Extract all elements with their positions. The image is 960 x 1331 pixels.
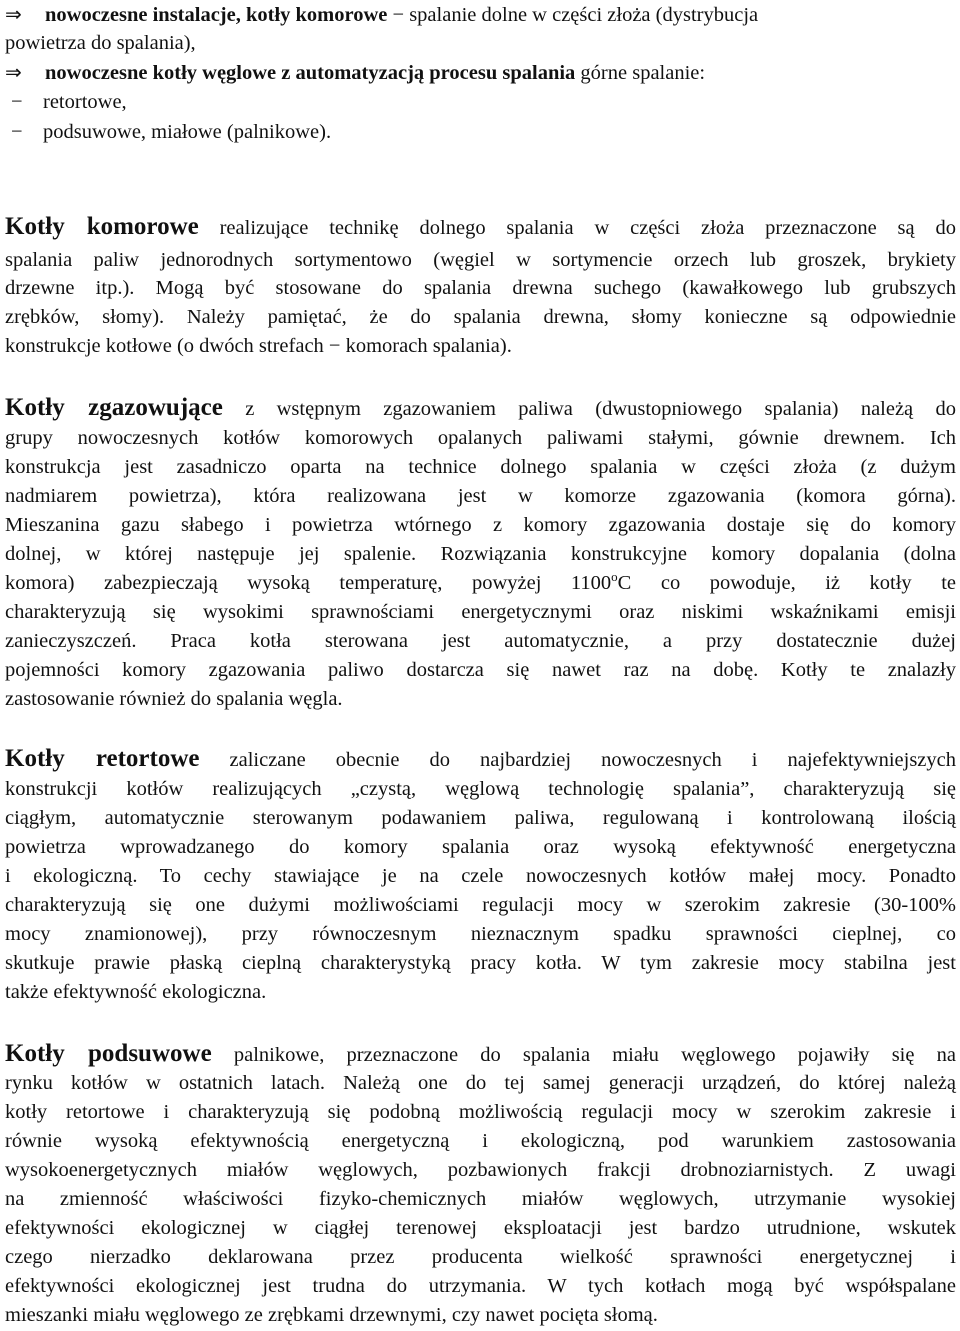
paragraph-line: charakteryzują się one dużymi możliwościami regulacji mocy w szerokim zakresie (30-100% bbox=[5, 894, 956, 916]
paragraph-text: realizujące technikę dolnego spalania w części złoża przeznaczone są do bbox=[198, 217, 956, 239]
dash-icon: − bbox=[11, 91, 23, 113]
paragraph-line bbox=[5, 1039, 956, 1070]
paragraph-line: także efektywność ekologiczna. bbox=[5, 981, 267, 1003]
sub-list-item-text: podsuwowe, miałowe (palnikowe). bbox=[43, 121, 332, 143]
paragraph-line: pojemności komory zgazowania paliwo dostarcza się nawet raz na dobę. Kotły te znalazły bbox=[5, 659, 956, 681]
list-item-text: górne spalanie: bbox=[575, 62, 706, 84]
paragraph-line: Mieszanina gazu słabego i powietrza wtórnego z komory zgazowania dostaje się do komory bbox=[5, 514, 956, 536]
paragraph-line: rynku kotłów w ostatnich latach. Należą one do tej samej generacji urządzeń, do której należą bbox=[5, 1072, 956, 1094]
paragraph-text: z wstępnym zgazowaniem paliwa (dwustopniowego spalania) należą do bbox=[222, 398, 956, 420]
paragraph-line: i ekologiczną. To cechy stawiające je na czele nowoczesnych kotłów małej mocy. Ponadto bbox=[5, 865, 956, 887]
list-item-bold: nowoczesne kotły węglowe z automatyzacją procesu spalania bbox=[45, 62, 576, 84]
sub-list-item-text: retortowe, bbox=[43, 91, 127, 113]
arrow-icon: ⇒ bbox=[5, 2, 22, 26]
paragraph-line: konstrukcji kotłów realizujących „czystą, węglową technologię spalania”, charakteryzują się bbox=[5, 778, 956, 800]
paragraph-text: C co powoduje, iż kotły te bbox=[617, 572, 956, 594]
sub-list-item bbox=[5, 118, 331, 147]
degree-superscript: o bbox=[611, 569, 618, 585]
paragraph-line: równie wysoką efektywnością energetyczną i ekologiczną, pod warunkiem zastosowania bbox=[5, 1130, 956, 1152]
paragraph-line: na zmienność właściwości fizyko-chemicznych miałów węglowych, utrzymanie wysokiej bbox=[5, 1188, 956, 1210]
paragraph-text: komora) zabezpieczają wysoką temperaturę, powyżej 1100 bbox=[5, 572, 612, 594]
paragraph-line bbox=[5, 744, 956, 775]
paragraph-line bbox=[5, 569, 956, 598]
dash-icon: − bbox=[11, 121, 23, 143]
arrow-icon: ⇒ bbox=[5, 60, 22, 84]
paragraph-line: zanieczyszczeń. Praca kotła sterowana jest automatycznie, a przy dostatecznie dużej bbox=[5, 630, 956, 652]
sub-list-item bbox=[5, 88, 127, 117]
paragraph-line: dolnej, w której następuje jej spalenie. Rozwiązania konstrukcyjne komory dopalania (dolna bbox=[5, 543, 956, 565]
paragraph-line: czego nierzadko deklarowana przez producenta wielkość sprawności energetycznej i bbox=[5, 1246, 956, 1268]
list-item bbox=[5, 0, 758, 30]
section-heading: Kotły podsuwowe bbox=[5, 1040, 212, 1067]
paragraph-line: grupy nowoczesnych kotłów komorowych opalanych paliwami stałymi, gównie drewnem. Ich bbox=[5, 427, 956, 449]
paragraph-line bbox=[5, 393, 956, 424]
paragraph-line: spalania paliw jednorodnych sortymentowo (węgiel w sortymencie orzech lub groszek, brykiety bbox=[5, 249, 956, 271]
paragraph-line: drzewne itp.). Mogą być stosowane do spalania drewna suchego (kawałkowego lub grubszych bbox=[5, 277, 956, 299]
paragraph-line: konstrukcja jest zasadniczo oparta na technice dolnego spalania w części złoża (z dużym bbox=[5, 456, 956, 478]
paragraph-line: zastosowanie również do spalania węgla. bbox=[5, 688, 343, 710]
paragraph-line: nadmiarem powietrza), która realizowana jest w komorze zgazowania (komora górna). bbox=[5, 485, 956, 507]
paragraph-line: charakteryzują się wysokimi sprawnościami energetycznymi oraz niskimi wskaźnikami emisji bbox=[5, 601, 956, 623]
list-item-text: − spalanie dolne w części złoża (dystrybucja bbox=[387, 4, 759, 26]
section-heading: Kotły komorowe bbox=[5, 213, 199, 240]
list-item-bold: nowoczesne instalacje, kotły komorowe bbox=[45, 4, 388, 26]
paragraph-line: ciągłym, automatycznie sterowanym podawaniem paliwa, regulowaną i kontrolowaną ilością bbox=[5, 807, 956, 829]
paragraph-line: mocy znamionowej), przy równoczesnym nieznacznym spadku sprawności cieplnej, co bbox=[5, 923, 956, 945]
paragraph-line: skutkuje prawie płaską cieplną charakterystyką pracy kotła. W tym zakresie mocy stabilna jest bbox=[5, 952, 956, 974]
list-item bbox=[5, 58, 705, 88]
list-item-continuation: powietrza do spalania), bbox=[5, 32, 196, 54]
paragraph-line: konstrukcje kotłowe (o dwóch strefach − komorach spalania). bbox=[5, 335, 512, 357]
paragraph-text: zaliczane obecnie do najbardziej nowoczesnych i najefektywniejszych bbox=[199, 749, 956, 771]
section-heading: Kotły zgazowujące bbox=[5, 394, 223, 421]
paragraph-line bbox=[5, 212, 956, 243]
paragraph-line: efektywności ekologicznej jest trudna do utrzymania. W tych kotłach mogą być współspalane bbox=[5, 1275, 956, 1297]
paragraph-line: kotły retortowe i charakteryzują się podobną możliwością regulacji mocy w szerokim zakresie i bbox=[5, 1101, 956, 1123]
paragraph-text: palnikowe, przeznaczone do spalania miału węglowego pojawiły się na bbox=[211, 1044, 956, 1066]
paragraph-line: wysokoenergetycznych miałów węglowych, pozbawionych frakcji drobnoziarnistych. Z uwagi bbox=[5, 1159, 956, 1181]
section-heading: Kotły retortowe bbox=[5, 745, 200, 772]
paragraph-line: mieszanki miału węglowego ze zrębkami drzewnymi, czy nawet pocięta słomą. bbox=[5, 1304, 658, 1326]
paragraph-line: efektywności ekologicznej w ciągłej terenowej eksploatacji jest bardzo utrudnione, wskutek bbox=[5, 1217, 956, 1239]
paragraph-line: zrębków, słomy). Należy pamiętać, że do spalania drewna, słomy konieczne są odpowiednie bbox=[5, 306, 956, 328]
paragraph-line: powietrza wprowadzanego do komory spalania oraz wysoką efektywność energetyczna bbox=[5, 836, 956, 858]
